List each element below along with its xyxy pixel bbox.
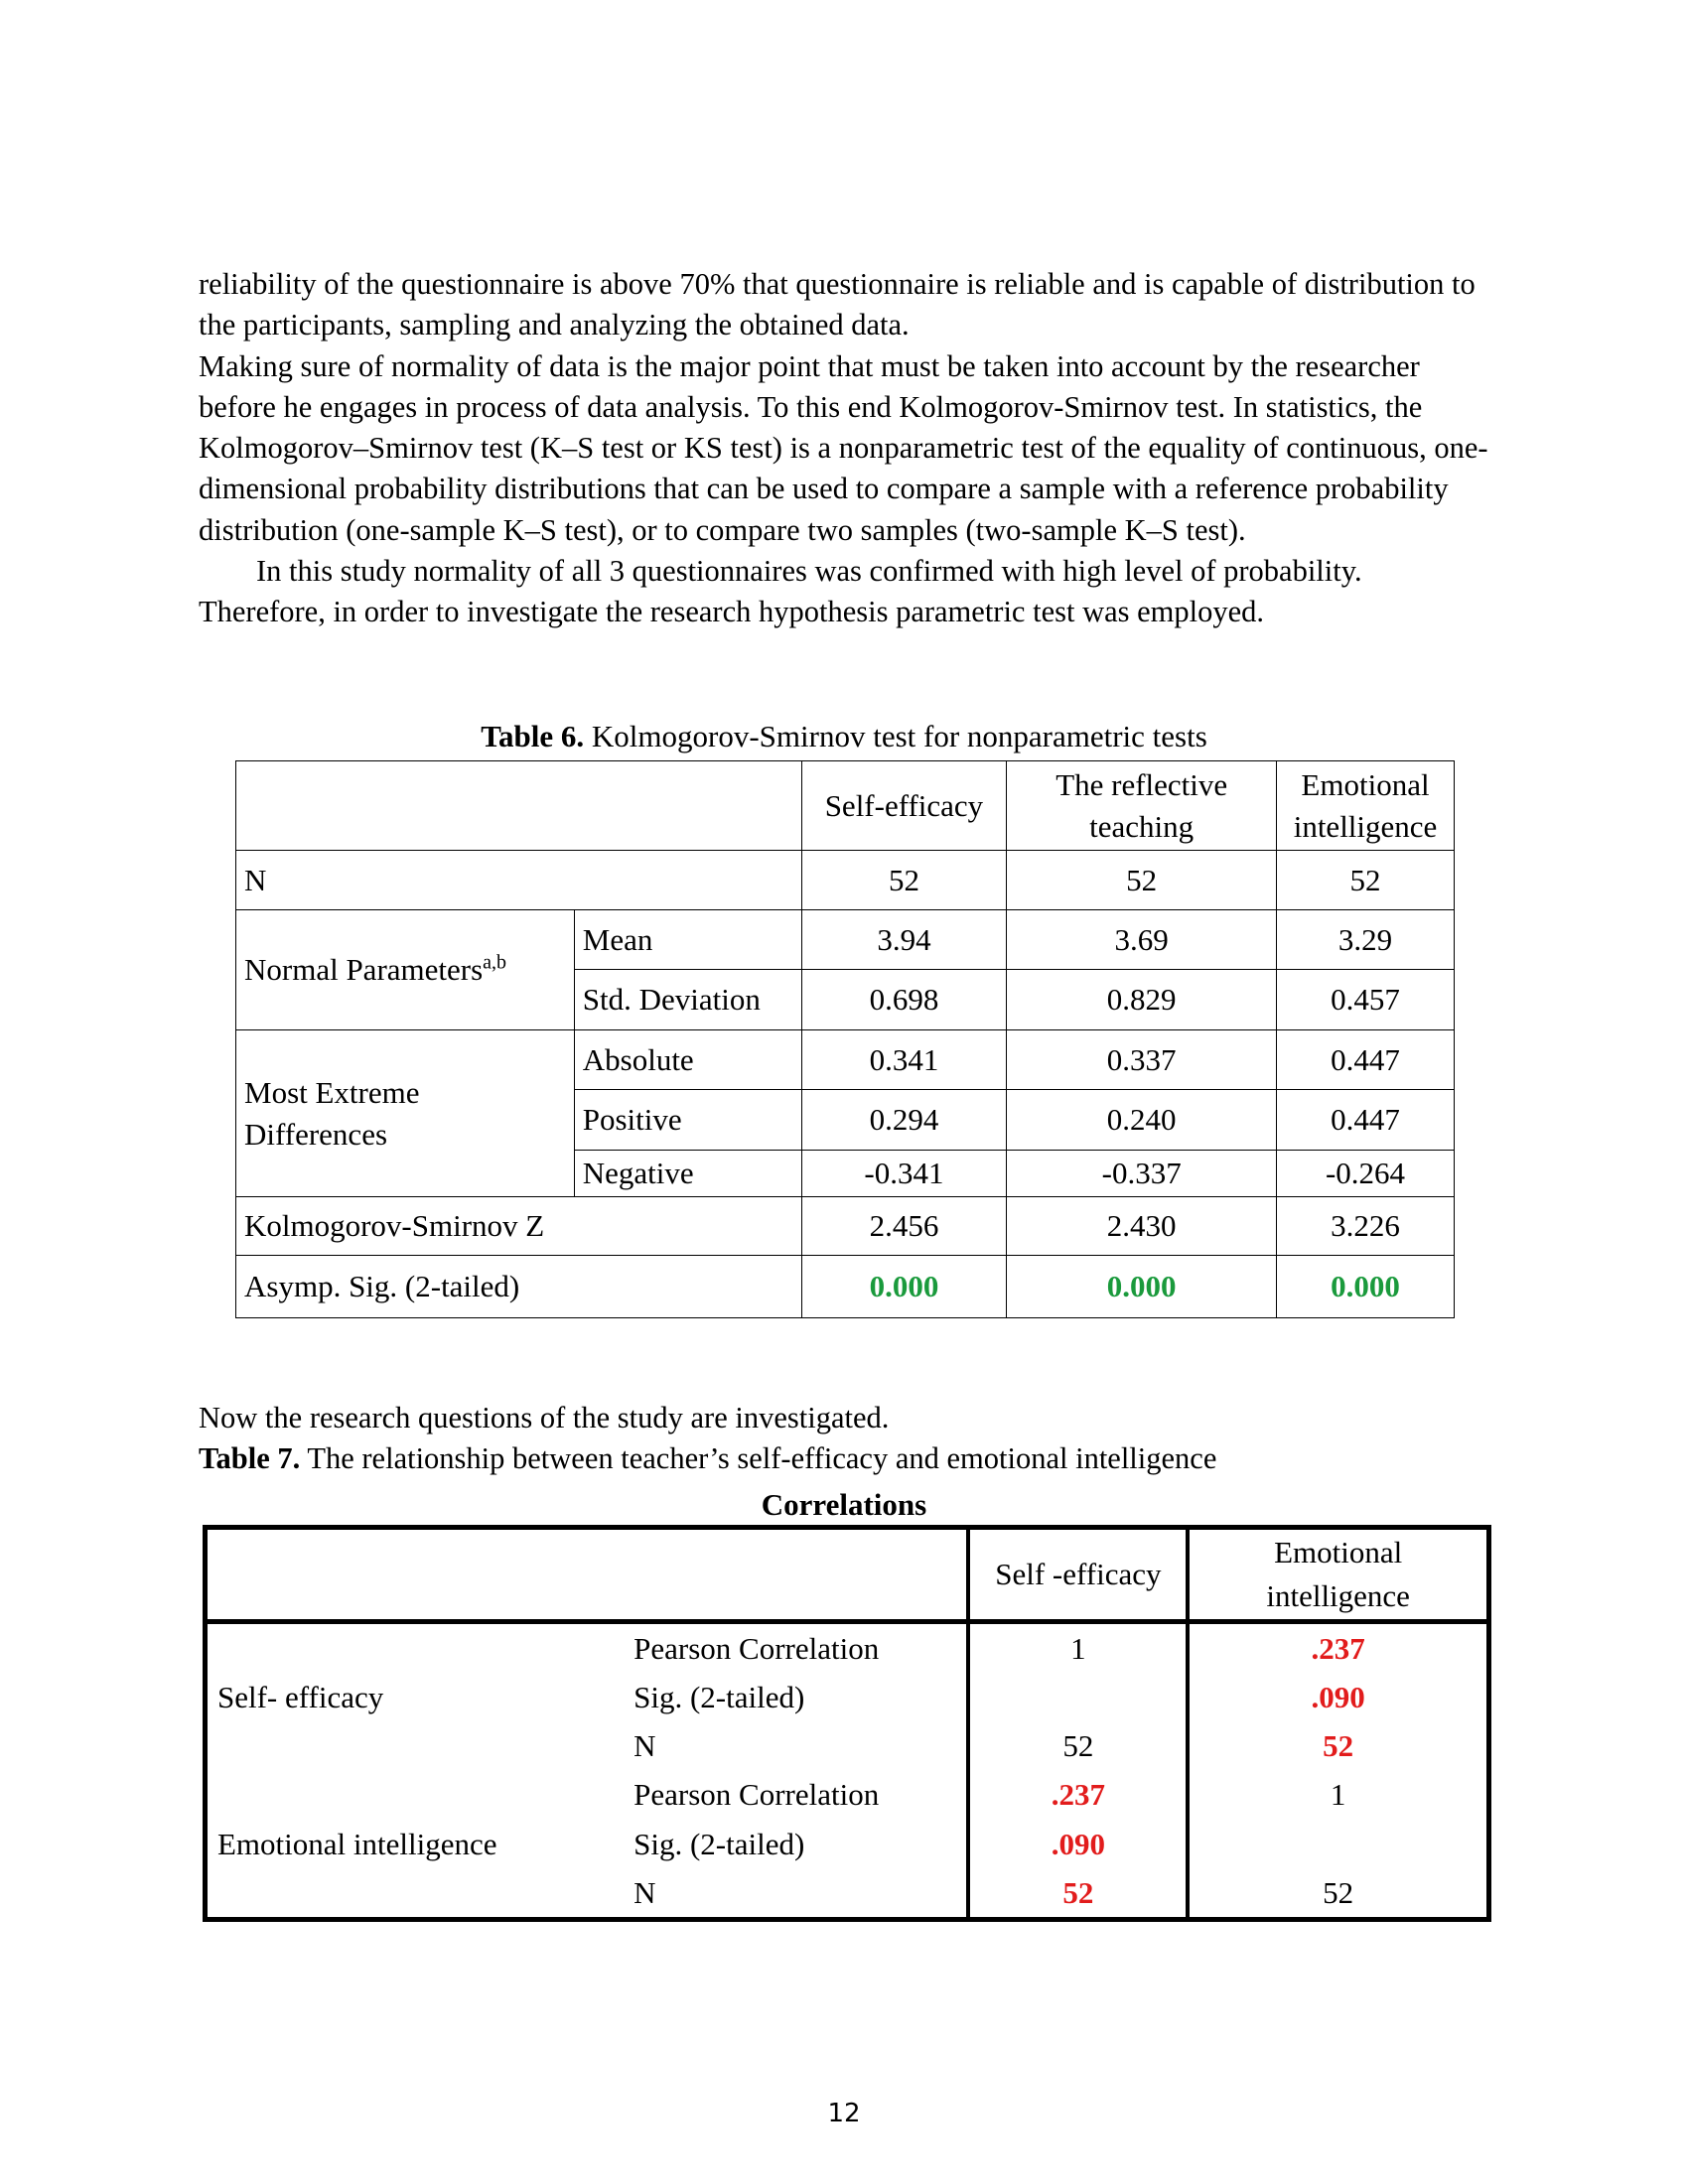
table6-cell: 52 [1277,851,1455,910]
table6-row-label: Std. Deviation [574,970,801,1030]
table7-stat-label: Pearson Correlation [633,1631,880,1666]
table6-caption [199,718,1489,755]
table7-stat-label: Sig. (2-tailed) [633,1826,805,1861]
table7-header-row [206,1528,1489,1622]
table6-row-label: N [236,851,802,910]
table6-col-header: Self-efficacy [801,761,1007,851]
table6-row-label: Asymp. Sig. (2-tailed) [236,1256,802,1318]
table6-cell: -0.264 [1277,1151,1455,1197]
table6-cell: 0.240 [1007,1090,1277,1151]
table7-col-header: Self -efficacy [968,1528,1188,1622]
table7-cell-highlight: .090 [1188,1673,1488,1721]
table6-cell: 0.294 [801,1090,1007,1151]
table7-cell-highlight: .237 [968,1770,1188,1819]
table7-cell-highlight: 52 [1188,1721,1488,1770]
table6-cell: 0.457 [1277,970,1455,1030]
table6-cell: -0.341 [801,1151,1007,1197]
table6-cell: 2.456 [801,1197,1007,1256]
table7-caption-label: Table 7. [199,1441,301,1476]
paragraph-research-questions: Now the research questions of the study are investigated. [199,1401,890,1434]
paragraph-normality: Making sure of normality of data is the major point that must be taken into account by the researcher before he engages in process of data analysis. To this end Kolmogorov-Smirnov test. In statistics, the Kolmogorov–Smirnov test (K–S test or KS test) is a nonparametric test of the equality of continuous, one-dimensional probability distributions that can be used to compare a sample with a reference probability distribution (one-sample K–S test), or to compare two samples (two-sample K–S test). [199,348,1488,547]
table7-group-label: Self- efficacy [217,1680,384,1714]
table6-header-row [236,761,1455,851]
table7-row [206,1622,1489,1674]
table6-row-n [236,851,1455,910]
paragraph-reliability: reliability of the questionnaire is above 70% that questionnaire is reliable and is capable of distribution to the participants, sampling and analyzing the obtained data. [199,267,1476,342]
table6-ks-test [235,760,1455,1318]
table6-cell: 0.698 [801,970,1007,1030]
table6-cell: 0.829 [1007,970,1277,1030]
table6-header-empty [236,761,802,851]
table6-col-header: The reflective teaching [1007,761,1277,851]
table6-row-mean [236,910,1455,970]
table6-row-label: Negative [574,1151,801,1197]
table7-cell-highlight: 52 [968,1868,1188,1920]
table6-cell-significance: 0.000 [801,1256,1007,1318]
table7-cell: 52 [1188,1868,1488,1920]
table7-cell-highlight: .090 [968,1819,1188,1868]
table7-caption-text: The relationship between teacher’s self-efficacy and emotional intelligence [300,1441,1217,1476]
table7-cell-highlight: .237 [1188,1622,1488,1674]
table6-cell: 3.226 [1277,1197,1455,1256]
body-text [199,264,1489,633]
table6-cell: 0.447 [1277,1030,1455,1090]
table6-row-absolute [236,1030,1455,1090]
table7-correlations [203,1525,1491,1922]
table6-col-header: Emotional intelligence [1277,761,1455,851]
table6-cell: 3.69 [1007,910,1277,970]
table6-footnote-marker: a,b [483,952,507,975]
table6-cell: -0.337 [1007,1151,1277,1197]
table7-cell [1188,1819,1488,1868]
table7-intro-block [199,1398,1489,1480]
table7-cell [968,1673,1188,1721]
paragraph-study-normality: In this study normality of all 3 questionnaires was confirmed with high level of probability. Therefore, in order to investigate the research hypothesis parametric test was employed. [199,554,1362,629]
table7-stat-label: Sig. (2-tailed) [633,1680,805,1714]
table7-col-header: Emotional intelligence [1188,1528,1488,1622]
table7-cell: 52 [968,1721,1188,1770]
table6-row-label: Kolmogorov-Smirnov Z [236,1197,802,1256]
table6-cell: 3.94 [801,910,1007,970]
table6-cell: 0.341 [801,1030,1007,1090]
table7-row [206,1770,1489,1819]
table6-cell: 0.337 [1007,1030,1277,1090]
table7-caption [199,1438,1489,1479]
table6-row-label: Absolute [574,1030,801,1090]
table6-cell-significance: 0.000 [1007,1256,1277,1318]
table6-group-most-extreme: Most Extreme Differences [236,1030,575,1197]
table6-group-normal-parameters [236,910,575,1030]
table6-caption-label: Table 6. [481,719,585,753]
table7-cell: 1 [1188,1770,1488,1819]
table7-stat-label: N [633,1728,656,1763]
table6-cell: 2.430 [1007,1197,1277,1256]
table6-row-ks-z [236,1197,1455,1256]
table6-row-label: Positive [574,1090,801,1151]
table7-header-empty [206,1528,969,1622]
table6-caption-text: Kolmogorov-Smirnov test for nonparametric tests [584,719,1207,753]
table7-cell: 1 [968,1622,1188,1674]
table7-stat-label: N [633,1875,656,1910]
table6-cell: 3.29 [1277,910,1455,970]
table6-cell: 52 [1007,851,1277,910]
table6-cell-significance: 0.000 [1277,1256,1455,1318]
table6-group-label: Normal Parameters [244,952,484,988]
table6-row-asymp-sig [236,1256,1455,1318]
table6-row-label: Mean [574,910,801,970]
table6-cell: 0.447 [1277,1090,1455,1151]
table7-group-label: Emotional intelligence [217,1826,497,1861]
page-number: 12 [827,2099,861,2128]
table7-title: Correlations [761,1487,927,1522]
table7-stat-label: Pearson Correlation [633,1777,880,1812]
table6-cell: 52 [801,851,1007,910]
